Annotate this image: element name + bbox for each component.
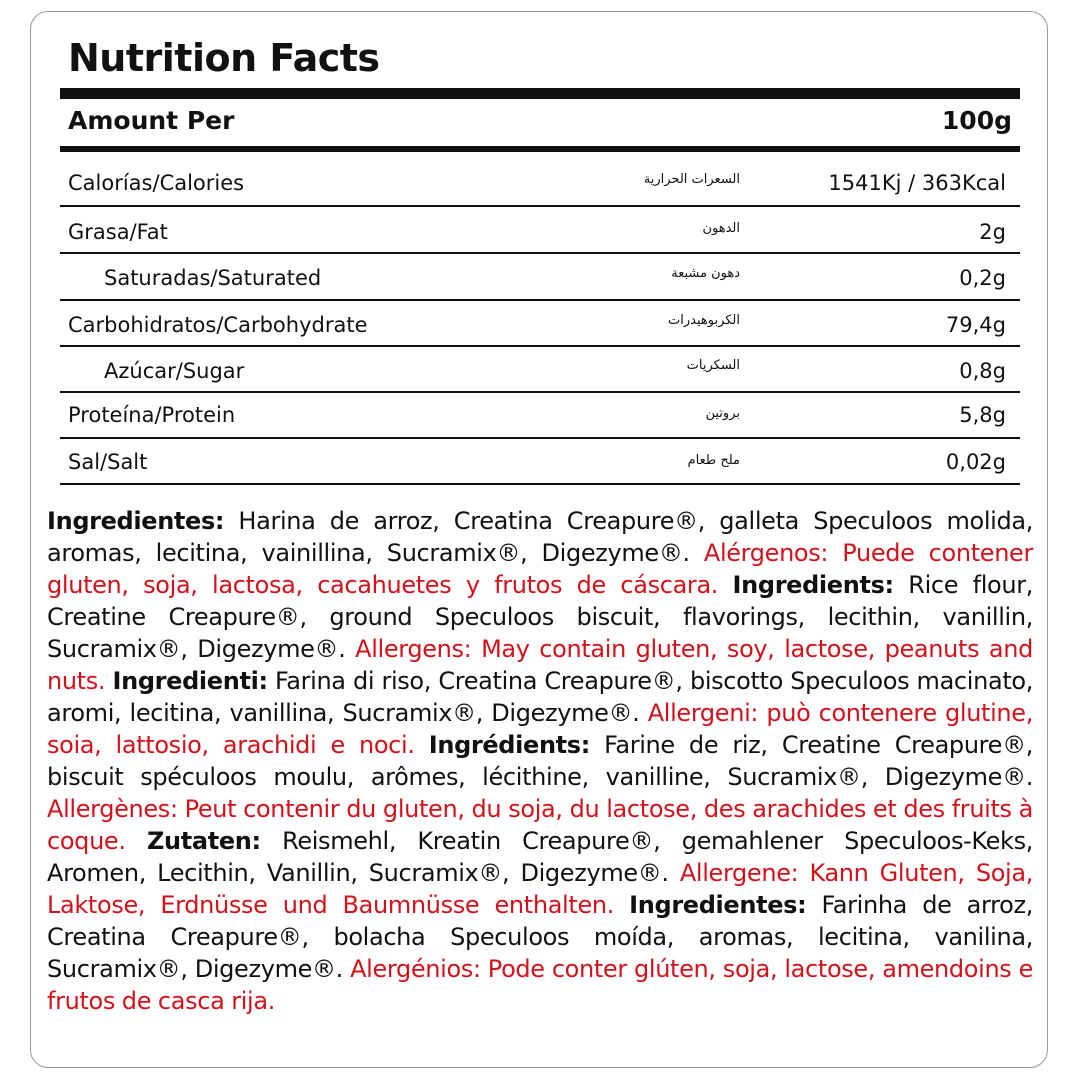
nutrient-row-sugar [60, 347, 1020, 393]
ingredients-text-de: Reismehl, Kreatin Creapure®, gemahlener Speculoos-Keks, Aromen, Lecithin, Vanillin, Sucramix®, Digezyme®. [47, 827, 1034, 887]
nutrient-label: Azúcar/Sugar [104, 359, 245, 383]
allergens-text-pt: Alergénios: Pode conter glúten, soja, lactose, amendoins e frutos de casca rija. [47, 955, 1034, 1015]
allergens-text-fr: Allergènes: Peut contenir du gluten, du soja, du lactose, des arachides et des fruits à coque. [47, 795, 1033, 855]
nutrient-arabic-label: الكربوهيدرات [668, 313, 740, 328]
nutrient-arabic-label: السكريات [686, 358, 740, 373]
ingredients-text-fr: Farine de riz, Creatine Creapure®, biscuit spéculoos moulu, arômes, lécithine, vanilline, Sucramix®, Digezyme®. [47, 731, 1034, 791]
nutrient-value: 0,2g [959, 266, 1006, 290]
ingredients-text-es: Harina de arroz, Creatina Creapure®, galleta Speculoos molida, aromas, lecitina, vainillina, Sucramix®, Digezyme®. [47, 507, 1033, 567]
nutrient-row-calories [60, 152, 1020, 207]
nutrition-facts-title: Nutrition Facts [68, 36, 380, 80]
nutrient-value: 5,8g [959, 403, 1006, 427]
allergens-text-en: Allergens: May contain gluten, soy, lactose, peanuts and nuts. [47, 635, 1033, 695]
nutrient-row-salt [60, 439, 1020, 485]
nutrient-row-fat [60, 207, 1020, 254]
nutrient-arabic-label: ملح طعام [687, 453, 740, 468]
thick-divider-top [60, 88, 1020, 99]
nutrient-arabic-label: السعرات الحرارية [643, 172, 740, 187]
ingredients-heading-pt: Ingredientes: [629, 891, 807, 919]
allergens-text-it: Allergeni: può contenere glutine, soia, lattosio, arachidi e noci. [47, 699, 1033, 759]
amount-per-row [68, 104, 1012, 142]
nutrient-label: Carbohidratos/Carbohydrate [68, 313, 368, 337]
nutrient-label: Saturadas/Saturated [104, 266, 322, 290]
nutrient-arabic-label: الدهون [702, 221, 740, 236]
allergens-text-de: Allergene: Kann Gluten, Soja, Laktose, Erdnüsse und Baumnüsse enthalten. [47, 859, 1033, 919]
amount-per-label: Amount Per [68, 106, 235, 135]
nutrient-value: 2g [979, 220, 1006, 244]
ingredients-heading-fr: Ingrédients: [428, 731, 590, 759]
nutrient-value: 1541Kj / 363Kcal [828, 171, 1006, 195]
nutrient-arabic-label: بروتين [705, 406, 740, 421]
nutrient-row-saturated [60, 254, 1020, 301]
ingredients-paragraph [47, 505, 1033, 1017]
nutrient-value: 0,8g [959, 359, 1006, 383]
nutrient-arabic-label: دهون مشبعة [671, 266, 740, 281]
allergens-text-es: Alérgenos: Puede contener gluten, soja, lactosa, cacahuetes y frutos de cáscara. [47, 539, 1033, 599]
nutrient-label: Grasa/Fat [68, 220, 168, 244]
row-divider [60, 483, 1020, 485]
ingredients-text-it: Farina di riso, Creatina Creapure®, biscotto Speculoos macinato, aromi, lecitina, vanillina, Sucramix®, Digezyme®. [47, 667, 1033, 727]
ingredients-text-en: Rice flour, Creatine Creapure®, ground Speculoos biscuit, flavorings, lecithin, vanillin, Sucramix®, Digezyme®. [47, 571, 1034, 663]
nutrient-value: 0,02g [945, 450, 1006, 474]
ingredients-heading-en: Ingredients: [732, 571, 894, 599]
nutrient-row-protein [60, 393, 1020, 439]
ingredients-heading-es: Ingredientes: [47, 507, 225, 535]
ingredients-text-pt: Farinha de arroz, Creatina Creapure®, bolacha Speculoos moída, aromas, lecitina, vanilina, Sucramix®, Digezyme®. [47, 891, 1033, 983]
nutrient-label: Sal/Salt [68, 450, 148, 474]
nutrient-label: Proteína/Protein [68, 403, 236, 427]
ingredients-heading-it: Ingredienti: [112, 667, 268, 695]
nutrient-label: Calorías/Calories [68, 171, 245, 195]
ingredients-heading-de: Zutaten: [146, 827, 261, 855]
nutrient-row-carbohydrate [60, 301, 1020, 347]
amount-per-value: 100g [941, 106, 1012, 135]
nutrient-value: 79,4g [945, 313, 1006, 337]
